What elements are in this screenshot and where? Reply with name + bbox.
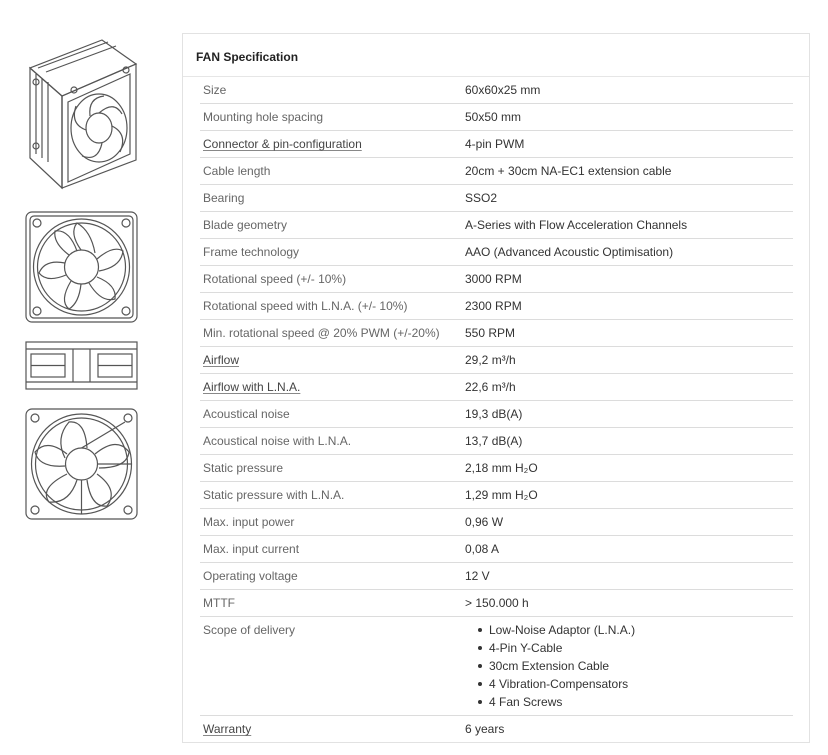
spec-label-link[interactable]: Airflow [203,353,240,367]
spec-row-airflow-with-l-n-a [200,374,793,401]
spec-label-link[interactable]: Warranty [203,722,252,736]
fan-isometric-drawing[interactable] [22,38,144,190]
delivery-list-item: 4-Pin Y-Cable [477,639,635,657]
spec-label: Acoustical noise [203,407,290,421]
spec-row-mttf [200,590,793,617]
delivery-list-item: 4 Vibration-Compensators [477,675,635,693]
spec-label: Size [203,83,227,97]
spec-row-bearing [200,185,793,212]
spec-value: 0,96 W [465,515,504,529]
spec-label-link[interactable]: Connector & pin-configuration [203,137,362,151]
spec-label: Frame technology [203,245,300,259]
spec-value: 13,7 dB(A) [465,434,523,448]
fan-back-drawing[interactable] [25,408,138,520]
spec-row-scope-of-delivery [200,617,793,716]
delivery-list-item: 4 Fan Screws [477,693,635,711]
spec-label: Static pressure with L.N.A. [203,488,345,502]
spec-row-rotational-speed-10 [200,266,793,293]
spec-value: 19,3 dB(A) [465,407,523,421]
spec-value: 2,18 mm H₂O [465,461,538,475]
spec-row-warranty [200,716,793,742]
delivery-list-item: Low-Noise Adaptor (L.N.A.) [477,621,635,639]
fan-drawings [0,0,160,755]
panel-title: FAN Specification [196,50,299,64]
spec-value: 1,29 mm H₂O [465,488,538,502]
spec-row-static-pressure [200,455,793,482]
spec-label-link[interactable]: Airflow with L.N.A. [203,380,301,394]
spec-row-cable-length [200,158,793,185]
spec-label: Mounting hole spacing [203,110,324,124]
delivery-list-item: 30cm Extension Cable [477,657,635,675]
spec-label: Acoustical noise with L.N.A. [203,434,352,448]
spec-label: Max. input power [203,515,295,529]
spec-label: Static pressure [203,461,284,475]
spec-row-rotational-speed-with-l-n-a-10 [200,293,793,320]
spec-value: SSO2 [465,191,498,205]
spec-label: Operating voltage [203,569,298,583]
spec-label: Blade geometry [203,218,288,232]
spec-value: 4-pin PWM [465,137,525,151]
spec-row-max-input-power [200,509,793,536]
spec-value: 2300 RPM [465,299,522,313]
spec-row-size [200,77,793,104]
fan-specification-panel [182,33,810,743]
spec-row-acoustical-noise-with-l-n-a [200,428,793,455]
spec-table [200,77,793,742]
spec-value: 550 RPM [465,326,516,340]
spec-value: > 150.000 h [465,596,529,610]
spec-value: 3000 RPM [465,272,522,286]
delivery-list [465,621,635,711]
spec-row-max-input-current [200,536,793,563]
spec-value: 50x50 mm [465,110,522,124]
spec-row-frame-technology [200,239,793,266]
spec-label: Bearing [203,191,245,205]
spec-value: AAO (Advanced Acoustic Optimisation) [465,245,674,259]
spec-value: A-Series with Flow Acceleration Channels [465,218,688,232]
spec-row-airflow [200,347,793,374]
spec-label: Scope of delivery [203,623,296,637]
spec-label: Min. rotational speed @ 20% PWM (+/-20%) [203,326,440,340]
spec-row-min-rotational-speed-20-pwm-20 [200,320,793,347]
spec-value: 0,08 A [465,542,500,556]
spec-value: 29,2 m³/h [465,353,516,367]
spec-label: Rotational speed (+/- 10%) [203,272,347,286]
spec-row-operating-voltage [200,563,793,590]
spec-row-mounting-hole-spacing [200,104,793,131]
spec-value: 12 V [465,569,490,583]
spec-label: Rotational speed with L.N.A. (+/- 10%) [203,299,408,313]
spec-value: 6 years [465,722,505,736]
spec-value: 60x60x25 mm [465,83,541,97]
spec-row-blade-geometry [200,212,793,239]
fan-front-drawing[interactable] [25,211,138,323]
spec-label: MTTF [203,596,235,610]
spec-row-acoustical-noise [200,401,793,428]
spec-value: 20cm + 30cm NA-EC1 extension cable [465,164,672,178]
spec-label: Cable length [203,164,271,178]
spec-value: 22,6 m³/h [465,380,516,394]
fan-side-drawing[interactable] [25,341,138,390]
spec-row-connector-pin-configuration [200,131,793,158]
spec-row-static-pressure-with-l-n-a [200,482,793,509]
spec-label: Max. input current [203,542,300,556]
